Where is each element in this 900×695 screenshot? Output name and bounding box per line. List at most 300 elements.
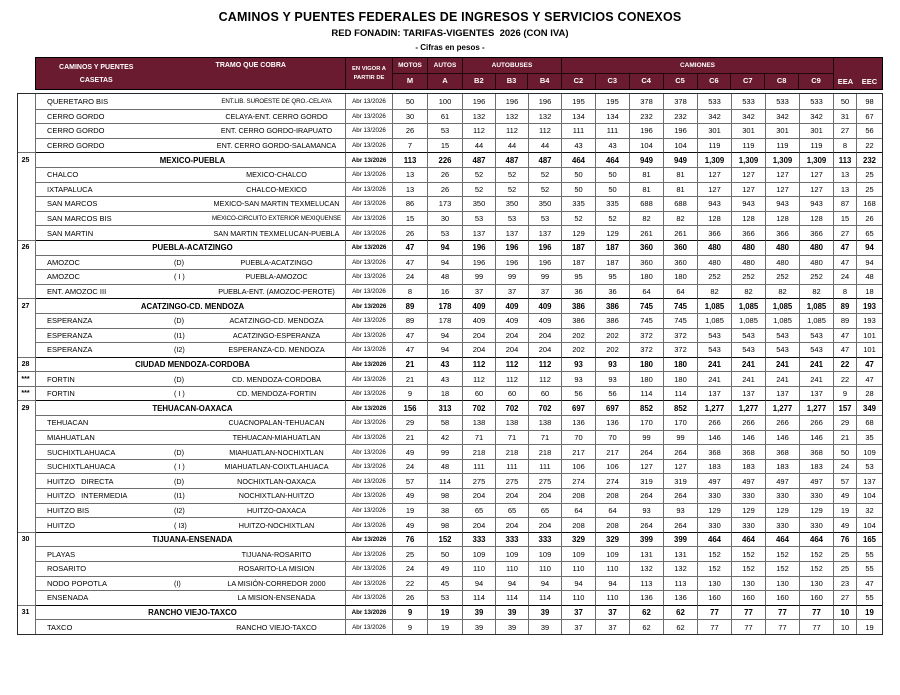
tariff-c8: 497 — [766, 473, 800, 488]
tariff-b3: 137 — [496, 225, 529, 240]
caseta-tramo-cell — [36, 313, 346, 328]
tariff-c3: 136 — [596, 415, 630, 430]
tariff-b4: 99 — [529, 269, 562, 284]
tariff-b4: 196 — [529, 240, 562, 255]
tariff-c6: 1,085 — [698, 298, 732, 313]
tariff-b2: 204 — [463, 328, 496, 343]
header-en-vigor-line1: EN VIGOR A — [352, 65, 386, 72]
tariff-c7: 128 — [732, 211, 766, 226]
tariff-eea: 50 — [834, 94, 857, 109]
header-caminos-casetas — [36, 58, 157, 89]
tramo-name: NOCHIXTLAN-HUITZO — [238, 491, 315, 501]
tariff-c7: 127 — [732, 182, 766, 197]
tariff-c3: 94 — [596, 576, 630, 591]
tariff-c9: 77 — [800, 619, 834, 634]
tariff-b3: 204 — [496, 488, 529, 503]
effective-date: Abr 13/2026 — [346, 400, 393, 415]
tariff-c6: 342 — [698, 109, 732, 124]
tariff-a: 152 — [428, 532, 463, 547]
route-name: ACATZINGO-CD. MENDOZA — [36, 298, 346, 313]
tariff-c4: 99 — [630, 430, 664, 445]
tariff-eea: 10 — [834, 619, 857, 634]
tariff-b2: 110 — [463, 561, 496, 576]
tariff-c8: 330 — [766, 488, 800, 503]
tariff-c5: 180 — [664, 357, 698, 372]
tariff-b4: 39 — [529, 605, 562, 620]
tariff-c6: 330 — [698, 517, 732, 532]
caseta-row — [18, 182, 882, 197]
tramo-name: CUACNOPALAN-TEHUACAN — [228, 418, 325, 428]
tariff-c3: 129 — [596, 225, 630, 240]
header-col-c2: C2 — [562, 74, 596, 89]
row-number — [18, 590, 36, 605]
caseta-tramo-cell — [36, 255, 346, 270]
tariff-eec: 94 — [857, 240, 882, 255]
tariff-c2: 56 — [562, 386, 596, 401]
tramo-name: CHALCO-MEXICO — [246, 184, 307, 194]
tariff-a: 16 — [428, 284, 463, 299]
effective-date: Abr 13/2026 — [346, 561, 393, 576]
header-col-c7: C7 — [731, 74, 765, 89]
caseta-row — [18, 415, 882, 430]
caseta-tramo-cell — [36, 123, 346, 138]
tariff-c3: 37 — [596, 619, 630, 634]
caseta-row — [18, 138, 882, 153]
tariff-c6: 77 — [698, 605, 732, 620]
tariff-eec: 26 — [857, 211, 882, 226]
caseta-row — [18, 123, 882, 138]
tariff-eea: 47 — [834, 342, 857, 357]
header-motos — [393, 58, 428, 89]
route-section-row — [18, 152, 882, 167]
tramo-name: SAN MARTIN TEXMELUCAN-PUEBLA — [213, 228, 340, 238]
tariff-c5: 852 — [664, 400, 698, 415]
tramo-name: HUITZO-OAXACA — [246, 505, 307, 515]
tariff-a: 94 — [428, 328, 463, 343]
tariff-m: 89 — [393, 313, 428, 328]
tariff-c8: 543 — [766, 342, 800, 357]
tariff-c5: 264 — [664, 517, 698, 532]
tariff-c7: 152 — [732, 546, 766, 561]
tariff-m: 24 — [393, 459, 428, 474]
tramo-name: TIJUANA-ROSARITO — [241, 549, 312, 559]
tariff-a: 178 — [428, 313, 463, 328]
tariff-c5: 360 — [664, 255, 698, 270]
caseta-row — [18, 211, 882, 226]
tariff-m: 15 — [393, 211, 428, 226]
tariff-c3: 464 — [596, 152, 630, 167]
tariff-c4: 81 — [630, 167, 664, 182]
row-number — [18, 94, 36, 109]
tariff-c2: 64 — [562, 503, 596, 518]
tariff-c6: 266 — [698, 415, 732, 430]
caseta-name: CERRO GORDO — [47, 111, 105, 121]
tariff-a: 173 — [428, 196, 463, 211]
tariff-a: 38 — [428, 503, 463, 518]
caseta-name: HUITZO INTERMEDIA — [47, 491, 128, 501]
tariff-a: 100 — [428, 94, 463, 109]
effective-date: Abr 13/2026 — [346, 430, 393, 445]
header-col-c5: C5 — [664, 74, 698, 89]
tariff-b2: 53 — [463, 211, 496, 226]
tariff-c4: 360 — [630, 240, 664, 255]
caseta-row — [18, 313, 882, 328]
tariff-c2: 335 — [562, 196, 596, 211]
tramo-name: LA MISION-ENSENADA — [237, 593, 316, 603]
tariff-a: 114 — [428, 473, 463, 488]
tariff-c9: 301 — [800, 123, 834, 138]
tariff-c8: 533 — [766, 94, 800, 109]
caseta-tramo-cell — [36, 619, 346, 634]
tariff-b4: 112 — [529, 357, 562, 372]
tariff-c6: 330 — [698, 488, 732, 503]
caseta-row — [18, 503, 882, 518]
effective-date: Abr 13/2026 — [346, 225, 393, 240]
tariff-c4: 81 — [630, 182, 664, 197]
tariff-eec: 193 — [857, 298, 882, 313]
tariff-c6: 82 — [698, 284, 732, 299]
route-name: PUEBLA-ACATZINGO — [36, 240, 346, 255]
caseta-row — [18, 167, 882, 182]
tariff-eec: 19 — [857, 619, 882, 634]
caseta-name: AMOZOC — [47, 272, 80, 282]
tariff-eec: 193 — [857, 313, 882, 328]
tariff-c3: 187 — [596, 240, 630, 255]
tariff-b3: 204 — [496, 342, 529, 357]
tariff-eec: 349 — [857, 400, 882, 415]
tariff-eec: 101 — [857, 342, 882, 357]
tariff-eea: 49 — [834, 488, 857, 503]
tariff-c5: 62 — [664, 619, 698, 634]
tariff-c6: 241 — [698, 371, 732, 386]
page-subtitle: RED FONADIN: TARIFAS-VIGENTES 2026 (CON IVA) — [331, 27, 569, 39]
tariff-c9: 119 — [800, 138, 834, 153]
tariff-c3: 111 — [596, 123, 630, 138]
tariff-c4: 131 — [630, 546, 664, 561]
tariff-b4: 37 — [529, 284, 562, 299]
tariff-c8: 183 — [766, 459, 800, 474]
tariff-c9: 330 — [800, 517, 834, 532]
tariff-m: 7 — [393, 138, 428, 153]
tariff-b3: 39 — [496, 619, 529, 634]
tariff-b2: 487 — [463, 152, 496, 167]
direction-code: (D) — [174, 476, 184, 486]
tariff-a: 53 — [428, 123, 463, 138]
tariff-c9: 130 — [800, 576, 834, 591]
row-number: *** — [18, 371, 36, 386]
tariff-a: 19 — [428, 605, 463, 620]
tariff-eec: 98 — [865, 96, 874, 106]
tariff-c5: 93 — [664, 503, 698, 518]
row-number: 30 — [18, 532, 36, 547]
tariff-b3: 138 — [496, 415, 529, 430]
direction-code: (I2) — [174, 345, 185, 355]
tariff-eec: 25 — [857, 167, 882, 182]
row-number — [18, 473, 36, 488]
tariff-b4: 52 — [529, 182, 562, 197]
header-col-c6: C6 — [698, 74, 732, 89]
tariff-b2: 196 — [463, 240, 496, 255]
caseta-row — [18, 94, 882, 109]
header-col-b3: B3 — [496, 74, 529, 89]
tariff-c6: 480 — [698, 255, 732, 270]
caseta-name: ENSENADA — [47, 593, 89, 603]
caseta-row — [18, 590, 882, 605]
tariff-b3: 409 — [496, 313, 529, 328]
tariff-c3: 386 — [596, 313, 630, 328]
tariff-c6: 127 — [698, 182, 732, 197]
tariff-c5: 132 — [664, 561, 698, 576]
caseta-name: PLAYAS — [47, 549, 76, 559]
tariff-a: 42 — [428, 430, 463, 445]
tariff-b2: 39 — [463, 619, 496, 634]
effective-date: Abr 13/2026 — [346, 269, 393, 284]
tariff-c4: 62 — [630, 619, 664, 634]
caseta-name: HUITZO BIS — [47, 505, 90, 515]
tariff-a: 26 — [428, 182, 463, 197]
tariff-c6: 1,309 — [698, 152, 732, 167]
row-number: 27 — [18, 298, 36, 313]
tramo-name: MIAHUATLAN-NOCHIXTLAN — [229, 447, 324, 457]
tariff-c2: 94 — [562, 576, 596, 591]
tariff-b2: 350 — [463, 196, 496, 211]
tariff-b3: 333 — [496, 532, 529, 547]
tariff-c2: 187 — [562, 240, 596, 255]
tariff-b2: 52 — [463, 167, 496, 182]
tariff-c2: 37 — [562, 605, 596, 620]
tramo-name: PUEBLA-AMOZOC — [245, 272, 308, 282]
tariff-b4: 409 — [529, 313, 562, 328]
tariff-a: 15 — [428, 138, 463, 153]
tariff-b4: 94 — [529, 576, 562, 591]
row-number — [18, 430, 36, 445]
caseta-name: SUCHIXTLAHUACA — [47, 447, 116, 457]
tariff-eea: 23 — [834, 576, 857, 591]
tariff-m: 76 — [393, 532, 428, 547]
tariff-c2: 136 — [562, 415, 596, 430]
tariff-eea: 24 — [834, 459, 857, 474]
tariff-b2: 204 — [463, 342, 496, 357]
caseta-name: CERRO GORDO — [47, 141, 105, 151]
caseta-tramo-cell — [36, 459, 346, 474]
caseta-row — [18, 517, 882, 532]
tariff-c5: 127 — [664, 459, 698, 474]
tariff-c4: 180 — [630, 269, 664, 284]
effective-date: Abr 13/2026 — [346, 182, 393, 197]
tariff-c7: 330 — [732, 488, 766, 503]
tariff-a: 48 — [428, 459, 463, 474]
tariff-b4: 204 — [529, 342, 562, 357]
tariff-b4: 196 — [529, 255, 562, 270]
tariff-c5: 745 — [664, 313, 698, 328]
tariff-c5: 64 — [664, 284, 698, 299]
tariff-c8: 146 — [766, 430, 800, 445]
tariff-c5: 196 — [664, 123, 698, 138]
tariff-eea: 29 — [834, 415, 857, 430]
tariff-eec: 25 — [857, 182, 882, 197]
tariff-b2: 702 — [463, 400, 496, 415]
row-number — [18, 576, 36, 591]
caseta-row — [18, 430, 882, 445]
tariff-b4: 702 — [529, 400, 562, 415]
tariff-c9: 480 — [800, 240, 834, 255]
tariff-m: 24 — [393, 561, 428, 576]
tariff-c7: 368 — [732, 444, 766, 459]
tariff-c7: 301 — [732, 123, 766, 138]
row-number — [18, 619, 36, 634]
tariff-c3: 50 — [596, 182, 630, 197]
tariff-c5: 360 — [664, 240, 698, 255]
tariff-c3: 36 — [596, 284, 630, 299]
caseta-tramo-cell — [36, 546, 346, 561]
tariff-a: 178 — [428, 298, 463, 313]
route-name: RANCHO VIEJO-TAXCO — [36, 605, 346, 620]
caseta-row — [18, 255, 882, 270]
tariff-c7: 464 — [732, 532, 766, 547]
tariff-c2: 50 — [562, 182, 596, 197]
header-col-c9: C9 — [811, 76, 821, 85]
tariff-c5: 232 — [664, 109, 698, 124]
tariff-c4: 104 — [630, 138, 664, 153]
tariff-c6: 127 — [698, 167, 732, 182]
tariff-c7: 241 — [732, 371, 766, 386]
tariff-b2: 99 — [463, 269, 496, 284]
caseta-name: SAN MARCOS — [47, 199, 98, 209]
tariff-c8: 330 — [766, 517, 800, 532]
tariff-c2: 110 — [562, 561, 596, 576]
row-number — [18, 182, 36, 197]
tariff-b2: 112 — [463, 357, 496, 372]
tariff-c4: 319 — [630, 473, 664, 488]
caseta-name: HUITZO DIRECTA — [47, 476, 114, 486]
tariff-c2: 52 — [562, 211, 596, 226]
tariff-c5: 372 — [664, 342, 698, 357]
tariff-c7: 543 — [732, 342, 766, 357]
tariff-eea: 27 — [834, 590, 857, 605]
tariff-b3: 94 — [496, 576, 529, 591]
tariff-c5: 113 — [664, 576, 698, 591]
tariff-b3: 409 — [496, 298, 529, 313]
header-autos-label: AUTOS — [428, 58, 462, 74]
caseta-tramo-cell — [36, 225, 346, 240]
tariff-c4: 62 — [630, 605, 664, 620]
tariff-b4: 52 — [529, 167, 562, 182]
tariff-b2: 409 — [463, 298, 496, 313]
tariff-c6: 543 — [698, 328, 732, 343]
tariff-c4: 136 — [630, 590, 664, 605]
tramo-name: ACATZINGO-CD. MENDOZA — [229, 316, 324, 326]
tariff-c5: 745 — [664, 298, 698, 313]
tariff-c2: 37 — [562, 619, 596, 634]
tariff-c7: 533 — [732, 94, 766, 109]
tariff-eea: 89 — [834, 313, 857, 328]
tariff-c2: 36 — [562, 284, 596, 299]
header-camiones-label: CAMIONES — [562, 58, 833, 74]
route-name: CIUDAD MENDOZA-CORDOBA — [36, 357, 346, 372]
effective-date: Abr 13/2026 — [346, 546, 393, 561]
tramo-name: MEXICO-CHALCO — [246, 170, 307, 180]
tariff-c8: 301 — [766, 123, 800, 138]
row-number — [18, 561, 36, 576]
row-number — [18, 269, 36, 284]
tariff-c5: 81 — [664, 167, 698, 182]
tariff-a: 98 — [428, 488, 463, 503]
tariff-eea: 22 — [834, 371, 857, 386]
tariff-m: 9 — [393, 619, 428, 634]
caseta-row — [18, 225, 882, 240]
tariff-c4: 82 — [630, 211, 664, 226]
tariff-c9: 342 — [800, 109, 834, 124]
tariff-c2: 109 — [562, 546, 596, 561]
tariff-eea: 50 — [834, 444, 857, 459]
tariff-c6: 241 — [698, 357, 732, 372]
tariff-m: 49 — [393, 488, 428, 503]
route-section-row — [18, 240, 882, 255]
tariff-c9: 330 — [800, 488, 834, 503]
effective-date: Abr 13/2026 — [346, 313, 393, 328]
tariff-eec: 168 — [857, 196, 882, 211]
tariff-b3: 112 — [496, 123, 529, 138]
tariff-c7: 480 — [732, 255, 766, 270]
tariff-c3: 43 — [596, 138, 630, 153]
tariff-c5: 180 — [664, 269, 698, 284]
tariff-c3: 208 — [596, 517, 630, 532]
page-title: CAMINOS Y PUENTES FEDERALES DE INGRESOS Y SERVICIOS CONEXOS — [218, 10, 682, 24]
tariff-c6: 77 — [698, 619, 732, 634]
tramo-name: MEXICO-SAN MARTIN TEXMELUCAN — [213, 199, 340, 209]
tariff-c6: 533 — [698, 94, 732, 109]
tariff-b3: 275 — [496, 473, 529, 488]
tariff-c4: 170 — [630, 415, 664, 430]
tariff-eec: 109 — [857, 444, 882, 459]
tramo-name: ENT.LIB. SUROESTE DE QRO.-CELAYA — [221, 97, 332, 105]
tariff-c8: 1,277 — [766, 400, 800, 415]
caseta-row — [18, 371, 882, 386]
tariff-c6: 497 — [698, 473, 732, 488]
tariff-b3: 114 — [496, 590, 529, 605]
tariff-c6: 128 — [698, 211, 732, 226]
row-number — [18, 328, 36, 343]
caseta-name: TAXCO — [47, 622, 73, 632]
direction-code: (I1) — [174, 330, 185, 340]
tariff-eea: 21 — [834, 430, 857, 445]
effective-date: Abr 13/2026 — [346, 619, 393, 634]
tariff-eec: 48 — [857, 269, 882, 284]
direction-code: ( I ) — [174, 462, 185, 472]
tariff-b2: 275 — [463, 473, 496, 488]
tariff-c7: 82 — [732, 284, 766, 299]
tariff-eea: 8 — [834, 284, 857, 299]
tramo-name: TEHUACAN-MIAHUATLAN — [232, 432, 321, 442]
tariff-c2: 697 — [562, 400, 596, 415]
tariff-c4: 360 — [630, 255, 664, 270]
caseta-row — [18, 488, 882, 503]
tariff-b2: 132 — [463, 109, 496, 124]
tariff-b4: 114 — [529, 590, 562, 605]
document-header — [0, 0, 900, 52]
caseta-tramo-cell — [36, 517, 346, 532]
caseta-tramo-cell — [36, 371, 346, 386]
tariff-c6: 160 — [698, 590, 732, 605]
tariff-a: 94 — [428, 342, 463, 357]
tariff-b3: 52 — [496, 167, 529, 182]
row-number — [18, 313, 36, 328]
tramo-name: PUEBLA-ENT. (AMOZOC-PEROTE) — [218, 287, 335, 297]
tariff-table — [17, 57, 884, 635]
direction-code: (I1) — [174, 491, 185, 501]
tramo-name: LA MISIÓN-CORREDOR 2000 — [227, 578, 326, 588]
tramo-name: ENT. CERRO GORDO-SALAMANCA — [216, 141, 337, 151]
